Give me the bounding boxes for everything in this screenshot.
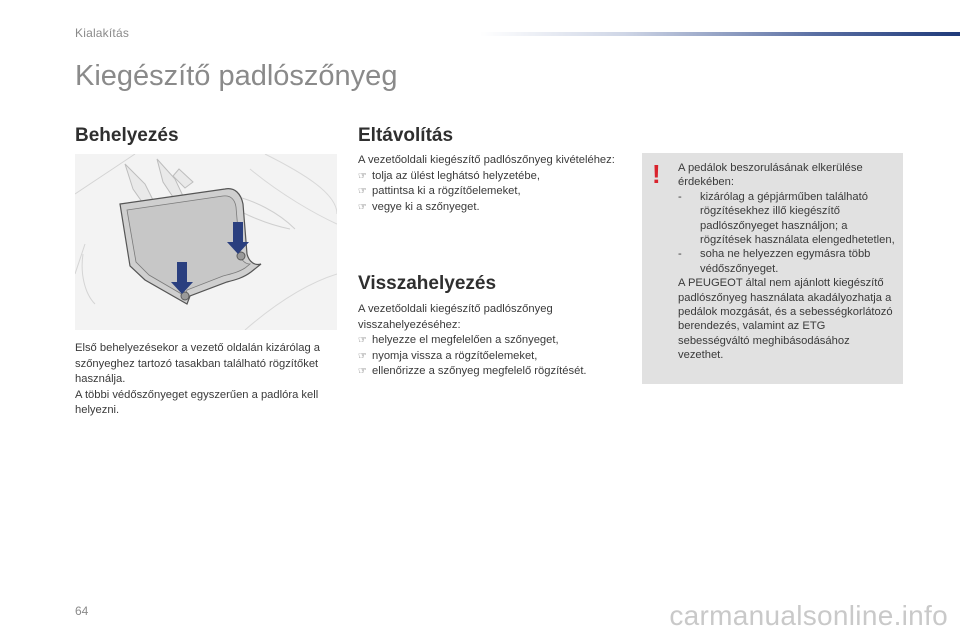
eltavolitas-intro: A vezetőoldali kiegészítő padlószőnyeg kivételéhez: [358, 154, 615, 166]
list-item: ☞ pattintsa ki a rögzítőelemeket, [358, 184, 620, 200]
chapter-label: Kialakítás [75, 26, 130, 40]
header-accent-bar [480, 32, 960, 36]
behelyezes-heading: Behelyezés [75, 125, 179, 146]
eltavolitas-steps [358, 169, 620, 216]
list-item: ☞ helyezze el megfelelően a szőnyeget, [358, 333, 628, 349]
visszahelyezes-text [358, 302, 628, 380]
list-item: ☞ vegye ki a szőnyeget. [358, 200, 620, 216]
list-item: - soha ne helyezzen egymásra több védőszőnyeget. [678, 247, 896, 276]
behelyezes-paragraph-2: A többi védőszőnyeget egyszerűen a padlóra kell helyezni. [75, 388, 319, 416]
page-number: 64 [75, 604, 89, 618]
list-item: ☞ nyomja vissza a rögzítőelemeket, [358, 349, 628, 365]
eltavolitas-heading: Eltávolítás [358, 125, 454, 146]
warning-intro: A pedálok beszorulásának elkerülése érdekében: [678, 162, 863, 189]
page-title: Kiegészítő padlószőnyeg [75, 60, 398, 92]
warning-items [678, 190, 896, 276]
list-item: ☞ ellenőrizze a szőnyeg megfelelő rögzítését. [358, 364, 628, 380]
visszahelyezes-heading: Visszahelyezés [358, 273, 497, 294]
behelyezes-paragraph-1: Első behelyezésekor a vezető oldalán kizárólag a szőnyeghez tartozó tasakban található rögzítőket használja. [75, 342, 321, 385]
list-item: ☞ tolja az ülést leghátsó helyzetébe, [358, 169, 620, 185]
warning-box [642, 153, 903, 384]
eltavolitas-text [358, 153, 620, 215]
floor-mat-illustration [75, 154, 337, 330]
warning-exclamation-icon: ! [652, 159, 661, 189]
list-item: - kizárólag a gépjárműben található rögzítésekhez illő kiegészítő padlószőnyeget használjon; a rögzítések használata elengedhetetlen, [678, 190, 896, 248]
visszahelyezes-steps [358, 333, 628, 380]
watermark: carmanualsonline.info [669, 600, 948, 631]
warning-closing: A PEUGEOT által nem ajánlott kiegészítő padlószőnyeg használata akadályozhatja a pedálok mozgását, és a sebességkorlátozó berendezés, valamint az ETG sebességváltó meghibásodásához vezethet. [678, 277, 893, 362]
floor-mat-drawing [75, 154, 337, 330]
visszahelyezes-intro: A vezetőoldali kiegészítő padlószőnyeg visszahelyezéséhez: [358, 303, 553, 331]
behelyezes-text [75, 341, 337, 419]
warning-text [678, 161, 896, 363]
